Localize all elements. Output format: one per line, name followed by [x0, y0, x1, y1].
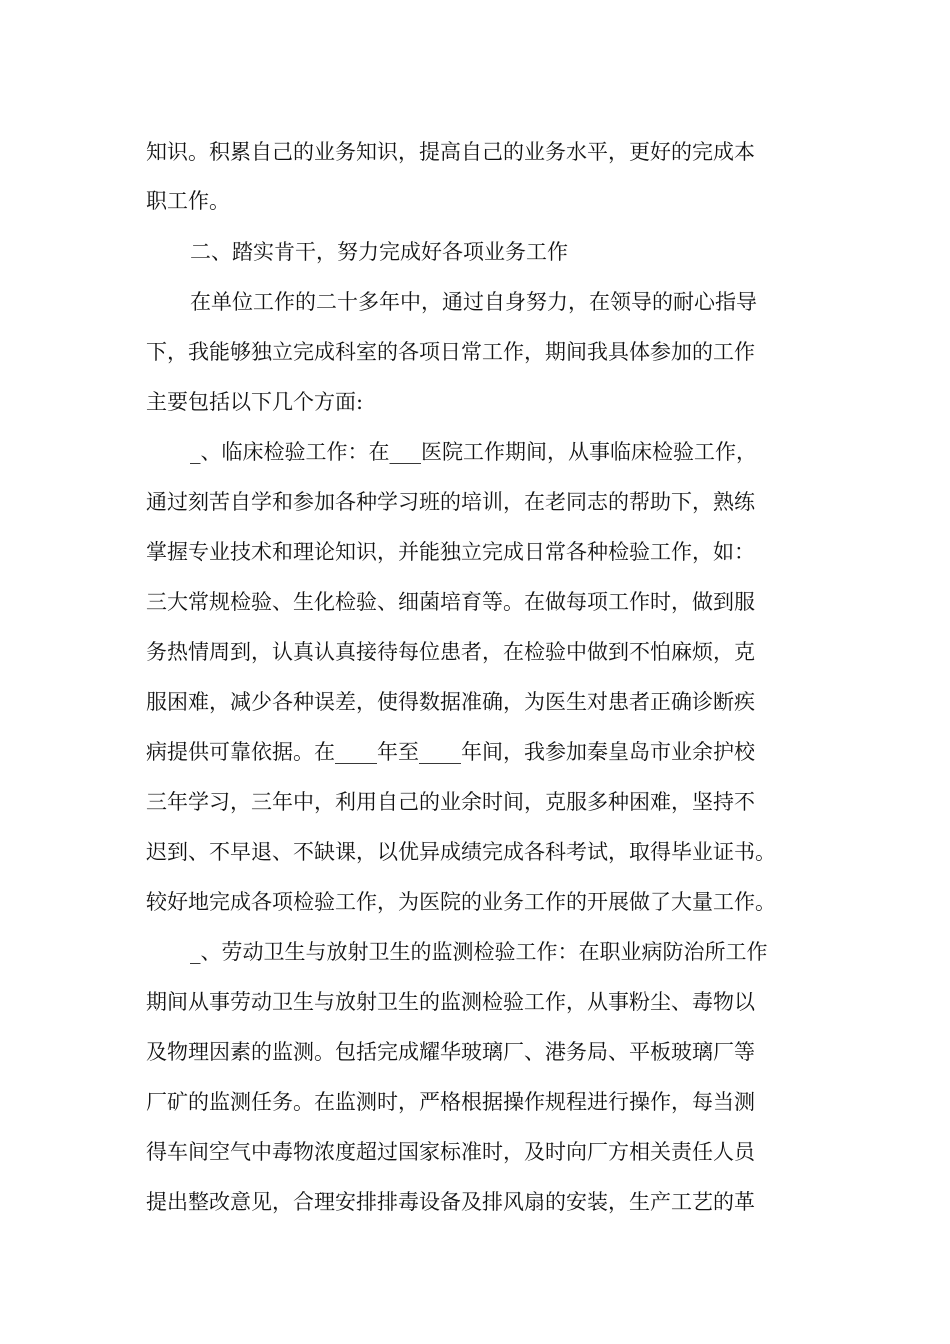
text-line: 病提供可靠依据。在____年至____年间，我参加秦皇岛市业余护校 [146, 740, 755, 764]
section-heading: 二、踏实肯干，努力完成好各项业务工作 [190, 240, 568, 264]
text-line: 三大常规检验、生化检验、细菌培育等。在做每项工作时，做到服 [146, 590, 755, 614]
text-line: 迟到、不早退、不缺课，以优异成绩完成各科考试，取得毕业证书。 [146, 840, 776, 864]
text-line: 务热情周到，认真认真接待每位患者，在检验中做到不怕麻烦，克 [146, 640, 755, 664]
text-line: 主要包括以下几个方面: [146, 390, 364, 414]
text-line: 及物理因素的监测。包括完成耀华玻璃厂、港务局、平板玻璃厂等 [146, 1040, 755, 1064]
text-line: 提出整改意见，合理安排排毒设备及排风扇的安装，生产工艺的革 [146, 1190, 755, 1214]
text-line: 通过刻苦自学和参加各种学习班的培训，在老同志的帮助下，熟练 [146, 490, 755, 514]
text-line: 较好地完成各项检验工作，为医院的业务工作的开展做了大量工作。 [146, 890, 776, 914]
text-line: 服困难，减少各种误差，使得数据准确，为医生对患者正确诊断疾 [146, 690, 755, 714]
text-line: _、临床检验工作：在___医院工作期间，从事临床检验工作， [190, 440, 757, 464]
text-line: 掌握专业技术和理论知识，并能独立完成日常各种检验工作，如： [146, 540, 755, 564]
text-line: 得车间空气中毒物浓度超过国家标准时，及时向厂方相关责任人员 [146, 1140, 755, 1164]
text-line: 职工作。 [146, 189, 230, 213]
text-line: 期间从事劳动卫生与放射卫生的监测检验工作，从事粉尘、毒物以 [146, 990, 755, 1014]
text-line: _、劳动卫生与放射卫生的监测检验工作：在职业病防治所工作 [190, 940, 768, 964]
text-line: 三年学习，三年中，利用自己的业余时间，克服多种困难，坚持不 [146, 790, 755, 814]
text-line: 厂矿的监测任务。在监测时，严格根据操作规程进行操作，每当测 [146, 1090, 755, 1114]
text-line: 下，我能够独立完成科室的各项日常工作，期间我具体参加的工作 [146, 340, 755, 364]
text-line: 知识。积累自己的业务知识，提高自己的业务水平，更好的完成本 [146, 140, 755, 164]
text-line: 在单位工作的二十多年中，通过自身努力，在领导的耐心指导 [190, 290, 757, 314]
